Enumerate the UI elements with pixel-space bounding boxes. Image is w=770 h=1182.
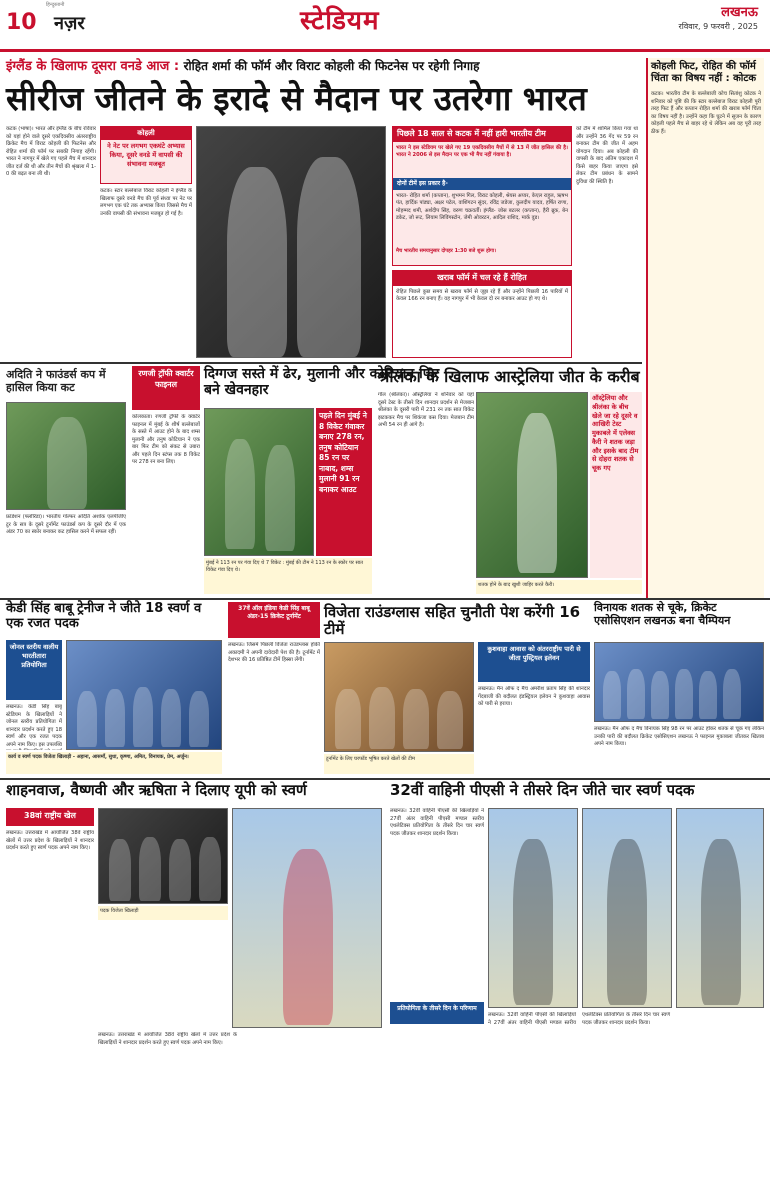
row-divider	[0, 362, 642, 364]
under15-photo	[324, 642, 474, 752]
kushwaha-tag: कुशवाहा आवास को अंतरराष्ट्रीय पारी से जीता पुस्ट्रियल इलेवन	[478, 642, 590, 682]
srilanka-photo	[476, 392, 588, 578]
under15-headline: विजेता राउंडग्लास सहित चुनौती पेश करेंगी 16 टीमें	[324, 603, 581, 639]
shahnawaz-body-2: लखनऊ। उत्तराखंड में आयोजित 38वें राष्ट्रीय खेलों में उत्तर प्रदेश के खिलाड़ियों ने शानदार प्रदर्शन करते हुए स्वर्ण पदक अपने नाम किए।	[98, 1032, 237, 1046]
lead-kicker-rest: रोहित शर्मा की फॉर्म और विराट कोहली की फिटनेस पर रहेगी निगाह	[183, 59, 480, 73]
aditi-photo	[6, 402, 126, 510]
column-divider	[642, 58, 643, 598]
vahini-photo-3	[676, 808, 764, 1008]
under15-caption: टूर्नामेंट के लिए घरफाँड भूषित करते खेलों की टीम	[324, 754, 474, 774]
page-number: 10	[6, 10, 37, 35]
ranji-headline: दिग्गज सस्ते में ढेर, मुलानी और कोटियान फिर बने खेवनहार	[204, 366, 440, 399]
vahini-body: लखनऊ। 32वीं वाहिनी पीएसी की खिलाड़ियों ने 27वीं अंतर वाहिनी पीएसी मण्डल स्तरीय एथलेटिक्स प्रतियोगिता के तीसरे दिन चार स्वर्ण पदक जीतकर शानदार प्रदर्शन किया।	[390, 808, 484, 837]
kdsingh-badge: जोनल स्तरीय वालीय भारतीतारा प्रतियोगिता	[6, 640, 62, 700]
stats-sidebar	[392, 126, 572, 266]
shahnawaz-tag: 38वां राष्ट्रीय खेल	[6, 808, 94, 826]
squad-body: भारत- रोहित शर्मा (कप्तान), शुभमन गिल, विराट कोहली, श्रेयस अय्यर, केएल राहुल, ऋषभ पंत, हार्दिक पांड्या, अक्षर पटेल, वाशिंगटन सुंदर, रविंद्र जडेजा, कुलदीप यादव, हर्षित राणा, मोहम्मद शमी, अर्शदीप सिंह, वरुण चक्रवर्ती। इंग्लैंड- जोस बटलर (कप्तान), हैरी ब्रूक, बेन डकेट, जो रूट, लियाम लिविंगस्टोन, जेमी ओवरटन, आदिल राशिद, मार्क वुड।	[396, 192, 568, 222]
edition-date: रविवार, 9 फरवरी , 2025	[678, 22, 758, 31]
lead-photo	[196, 126, 386, 358]
ranji-body: कोलकाता। रणजी ट्रॉफी के क्वार्टर फाइनल में मुंबई के शीर्ष बल्लेबाजों के सस्ते में आउट होने के बाद शम्स मुलानी और तनुष कोटियान ने एक बार फिर टीम को संकट से उबारा और पहले दिन स्टंप्स तक 8 विकेट पर 278 रन बना लिए।	[132, 414, 200, 466]
ranji-caption: मुंबई ने 113 रन पर गंवा दिए थे 7 विकेट : मुंबई की टीम ने 113 रन के स्कोर पर सात विकेट गंवा दिए थे।	[204, 558, 372, 594]
lead-body-continued: को टीम में शामिल किया गया था और उन्होंने 36 गेंद पर 59 रन बनाकर टीम की जीत में अहम योगदान दिया। अब कोहली की वापसी के बाद अंतिम एकादश में किसे बाहर किया जाएगा इसे लेकर टीम प्रबंधन के सामने दुविधा की स्थिति है।	[576, 126, 638, 185]
kdsingh-photo	[66, 640, 222, 750]
vahini-body-2: लखनऊ। 32वीं वाहिनी पीएसी की खिलाड़ियों ने 27वीं अंतर वाहिनी पीएसी मण्डल स्तरीय एथलेटिक्स प्रतियोगिता के तीसरे दिन चार स्वर्ण पदक जीतकर शानदार प्रदर्शन किया।	[488, 1012, 670, 1026]
rohit-box	[392, 270, 572, 358]
shahnawaz-body: लखनऊ। उत्तराखंड में आयोजित 38वें राष्ट्रीय खेलों में उत्तर प्रदेश के खिलाड़ियों ने शानदार प्रदर्शन करते हुए स्वर्ण पदक अपने नाम किए।	[6, 830, 94, 852]
srilanka-headline: श्रीलंका के खिलाफ आस्ट्रेलिया जीत के करीब	[378, 367, 640, 386]
section-title: स्टेडियम	[300, 6, 380, 36]
brand-tagline: हिन्दुस्तानी	[46, 2, 65, 8]
kdsingh-caption: कार्य व स्वर्ण पदक विजेता खिलाड़ी - अहाना, आसमाँ, सुधा, कृष्णा, अमित, विनायक, प्रेम, अर्जुन।	[6, 752, 222, 774]
squad-title: दोनों टीमें इस प्रकार है-	[393, 178, 571, 190]
srilanka-side-note: ऑस्ट्रेलिया और श्रीलंका के बीच खेले जा रहे दूसरे व आखिरी टेस्ट मुकाबले में एलेक्स कैरी ने शतक जड़ा और इसके बाद टीम से दोहरा शतक से चूक गए	[590, 392, 642, 578]
kdsingh-body-short: लखनऊ। केडी सिंह बाबू स्टेडियम के खिलाड़ियों ने जोनल स्तरीय प्रतियोगिता में शानदार प्रदर्शन करते हुए 18 स्वर्ण और एक रजत पदक अपने नाम किए। इस उपलब्धि	[6, 704, 62, 748]
rohit-box-title: खराब फॉर्म में चल रहे हैं रोहित	[393, 271, 571, 286]
aditi-body: फ्रांडेशन (फ्लोरिडा)। भारतीय गोल्फर अदिति अशोक एलपीजीए टूर के सत्र के दूसरे टूर्नामेंट फाउंडर्स कप के दूसरे दौर में एक अंडर 70 का स्कोर बनाकर कट हासिल करने में सफल रहीं।	[6, 514, 126, 536]
vahini-tag: प्रतियोगिता के तीसरे दिन के परिणाम	[390, 1002, 484, 1024]
right-column	[646, 58, 764, 598]
under15-tag: 37वें ऑल इंडिया केडी सिंह बाबू अंडर-15 क्रिकेट टूर्नामेंट	[228, 602, 320, 638]
vinayak-headline: विनायक शतक से चूके, क्रिकेट एसोसिएशन लखनऊ बना चैम्पियन	[594, 601, 731, 627]
right-column-body: कटक। भारतीय टीम के बल्लेबाजी कोच सितांशु कोटक ने शनिवार को पुष्टि की कि स्टार बल्लेबाज विराट कोहली पूरी तरह फिट हैं और कप्तान रोहित शर्मा की खराब फॉर्म चिंता का विषय नहीं है। उन्होंने कहा कि घुटने में सूजन के कारण कोहली पहले मैच से बाहर रहे थे लेकिन अब वह पूरी तरह ठीक हैं।	[651, 91, 761, 135]
edition-city: लखनऊ	[721, 5, 758, 20]
shahnawaz-photo-2	[232, 808, 382, 1028]
aditi-headline: अदिति ने फाउंडर्स कप में हासिल किया कट	[6, 368, 106, 395]
vahini-photo-2	[582, 808, 672, 1008]
vinayak-photo	[594, 642, 764, 722]
ranji-stats: पहले दिन मुंबई ने 8 विकेट गंवाकर बनाए 278 रन, तनुष कोटियान 85 रन पर नाबाद, शम्स मुलानी 91 रन बनाकर आउट	[316, 408, 372, 556]
ranji-photo	[204, 408, 314, 556]
lead-headline: सीरीज जीतने के इरादे से मैदान पर उतरेगा भारत	[6, 79, 587, 118]
lead-body: कटक (भाषा)। भारत और इंग्लैंड के बीच रविवार को यहां होने वाले दूसरे एकदिवसीय अंतरराष्ट्रीय क्रिकेट मैच में विराट कोहली की फिटनेस और रोहित शर्मा की फॉर्म पर सबकी निगाह रहेंगी। भारत ने नागपुर में खेले गए पहले मैच में शानदार जीत दर्ज की थी और तीन मैचों की श्रृंखला में 1-0 की बढ़त बना ली थी।	[6, 126, 96, 178]
vinayak-body: लखनऊ। मैन ऑफ द मैच विनायक सिंह 98 रन पर आउट होकर शतक से चूक गए लेकिन उनकी पारी की बदौलत क्रिकेट एसोसिएशन लखनऊ ने फाइनल मुकाबला जीतकर खिताब अपने नाम किया।	[594, 726, 764, 748]
lead-kicker-line	[6, 58, 636, 78]
kdsingh-headline: केडी सिंह बाबू ट्रेनीज ने जीते 18 स्वर्ण व एक रजत पदक	[6, 601, 202, 631]
kohli-callout-title: कोहली	[101, 127, 191, 140]
rohit-box-body: रोहित पिछले कुछ समय से खराब फॉर्म से जूझ रहे हैं और उन्होंने पिछली 16 पारियों में केवल 166 रन बनाए हैं। वह नागपुर में भी केवल दो रन बनाकर आउट हो गए थे।	[396, 288, 568, 303]
shahnawaz-photo-1	[98, 808, 228, 904]
match-time: मैच भारतीय समयानुसार दोपहर 1:30 बजे शुरू होगा।	[396, 247, 497, 254]
shahnawaz-caption: पदक विजेता खिलाड़ी	[98, 906, 228, 920]
kohli-callout	[100, 126, 192, 184]
kushwaha-body: लखनऊ। मैन ऑफ द मैच अमरीश प्रताप सिंह की शानदार गेंदबाजी की बदौलत इंडस्ट्रियल इलेवन ने कुशवाहा आवास को पारी से हराया।	[478, 686, 590, 708]
brand-logo: नज़र	[54, 13, 85, 34]
srilanka-caption: शतक होने के बाद खुशी जाहिर करते कैरी।	[476, 580, 642, 594]
under15-body: लखनऊ। जिसमें पिछली विजेता राउंडग्लास होंकी अकादमी ने अपनी दावेदारी पेश की है। टूर्नामेंट में देशभर की 16 प्रतिष्ठित टीमें हिस्सा लेंगी।	[228, 642, 320, 664]
kohli-body: कटक। स्टार बल्लेबाज विराट कोहली ने इंग्लैंड के खिलाफ दूसरे वनडे मैच की पूर्व संध्या पर नेट पर लगभग एक घंटे तक अभ्यास किया जिससे मैच में उनकी वापसी की संभावना मजबूत हो गई है।	[100, 188, 192, 217]
row-divider-3	[0, 778, 770, 780]
vahini-photo-1	[488, 808, 578, 1008]
kohli-callout-text: ने नेट पर लगभग एकघंटे अभ्यास किया, दूसरे वनडे में वापसी की संभावना मजबूत	[107, 142, 185, 168]
row-divider-2	[0, 598, 770, 600]
lead-kicker: इंग्लैंड के खिलाफ दूसरा वनडे आज :	[6, 59, 180, 74]
stats-sidebar-title: पिछले 18 साल से कटक में नहीं हारी भारतीय टीम	[393, 127, 571, 142]
vahini-headline: 32वीं वाहिनी पीएसी ने तीसरे दिन जीते चार स्वर्ण पदक	[390, 781, 695, 799]
shahnawaz-headline: शाहनवाज, वैष्णवी और ऋषिता ने दिलाए यूपी को स्वर्ण	[6, 781, 307, 799]
right-column-headline: कोहली फिट, रोहित की फॉर्म चिंता का विषय नहीं : कोटक	[651, 61, 757, 84]
masthead	[0, 0, 770, 52]
ranji-tag: रणजी ट्रॉफी क्वार्टर फाइनल	[132, 366, 200, 410]
srilanka-body: गॉल (श्रीलंका)। ऑस्ट्रेलिया ने शनिवार को यहां दूसरे टेस्ट के तीसरे दिन शानदार प्रदर्शन से मेजबान श्रीलंका के दूसरी पारी में 231 रन तक सात विकेट झटककर मैच पर शिकंजा कस दिया। मेजबान टीम अभी 54 रन ही आगे है।	[378, 392, 474, 429]
stats-sidebar-body: भारत ने इस स्टेडियम पर खेले गए 19 एकदिवसीय मैचों में से 13 में जीत हासिल की है। भारत ने 2006 से इस मैदान पर एक भी मैच नहीं गंवाया है।	[396, 144, 568, 159]
